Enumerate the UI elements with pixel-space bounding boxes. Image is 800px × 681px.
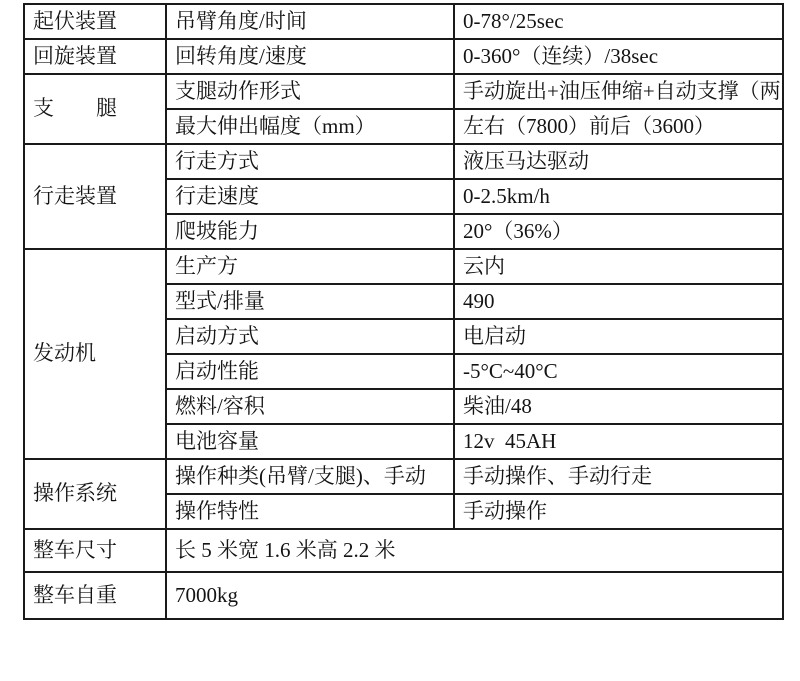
table-row <box>24 572 783 619</box>
group-cell-operating-system: 操作系统 <box>24 459 166 529</box>
group-cell-slewing-device: 回旋装置 <box>24 39 166 74</box>
param-cell-gradeability: 爬坡能力 <box>166 214 454 249</box>
param-cell-fuel-capacity: 燃料/容积 <box>166 389 454 424</box>
param-cell-max-extension: 最大伸出幅度（mm） <box>166 109 454 144</box>
value-cell-boom-angle-time: 0-78°/25sec <box>454 4 783 39</box>
value-cell-max-extension: 左右（7800）前后（3600） <box>454 109 783 144</box>
value-cell-travel-mode: 液压马达驱动 <box>454 144 783 179</box>
value-cell-battery-capacity: 12v 45AH <box>454 424 783 459</box>
table-row <box>24 4 783 39</box>
group-cell-vehicle-weight: 整车自重 <box>24 572 166 619</box>
value-cell-gradeability: 20°（36%） <box>454 214 783 249</box>
param-cell-travel-speed: 行走速度 <box>166 179 454 214</box>
table-row <box>24 529 783 572</box>
param-cell-slewing-angle-speed: 回转角度/速度 <box>166 39 454 74</box>
param-cell-boom-angle-time: 吊臂角度/时间 <box>166 4 454 39</box>
value-cell-slewing-angle-speed: 0-360°（连续）/38sec <box>454 39 783 74</box>
value-cell-overall-dimensions: 长 5 米宽 1.6 米高 2.2 米 <box>166 529 783 572</box>
param-cell-manufacturer: 生产方 <box>166 249 454 284</box>
table-row <box>24 74 783 109</box>
value-cell-model-displacement: 490 <box>454 284 783 319</box>
group-cell-overall-dimensions: 整车尺寸 <box>24 529 166 572</box>
group-cell-travel-device: 行走装置 <box>24 144 166 249</box>
value-cell-travel-speed: 0-2.5km/h <box>454 179 783 214</box>
value-cell-manufacturer: 云内 <box>454 249 783 284</box>
spec-table <box>23 3 784 620</box>
group-cell-engine: 发动机 <box>24 249 166 459</box>
param-cell-operation-characteristics: 操作特性 <box>166 494 454 529</box>
group-cell-outriggers: 支 腿 <box>24 74 166 144</box>
table-row <box>24 39 783 74</box>
param-cell-operation-types: 操作种类(吊臂/支腿)、手动 <box>166 459 454 494</box>
value-cell-vehicle-weight: 7000kg <box>166 572 783 619</box>
value-cell-operation-types: 手动操作、手动行走 <box>454 459 783 494</box>
param-cell-outrigger-action: 支腿动作形式 <box>166 74 454 109</box>
group-cell-luffing-device: 起伏装置 <box>24 4 166 39</box>
table-row <box>24 144 783 179</box>
param-cell-start-performance: 启动性能 <box>166 354 454 389</box>
table-row <box>24 459 783 494</box>
value-cell-fuel-capacity: 柴油/48 <box>454 389 783 424</box>
param-cell-travel-mode: 行走方式 <box>166 144 454 179</box>
param-cell-battery-capacity: 电池容量 <box>166 424 454 459</box>
value-cell-outrigger-action: 手动旋出+油压伸缩+自动支撑（两 <box>454 74 783 109</box>
value-cell-start-performance: -5°C~40°C <box>454 354 783 389</box>
param-cell-model-displacement: 型式/排量 <box>166 284 454 319</box>
value-cell-operation-characteristics: 手动操作 <box>454 494 783 529</box>
table-row <box>24 249 783 284</box>
value-cell-start-mode: 电启动 <box>454 319 783 354</box>
param-cell-start-mode: 启动方式 <box>166 319 454 354</box>
